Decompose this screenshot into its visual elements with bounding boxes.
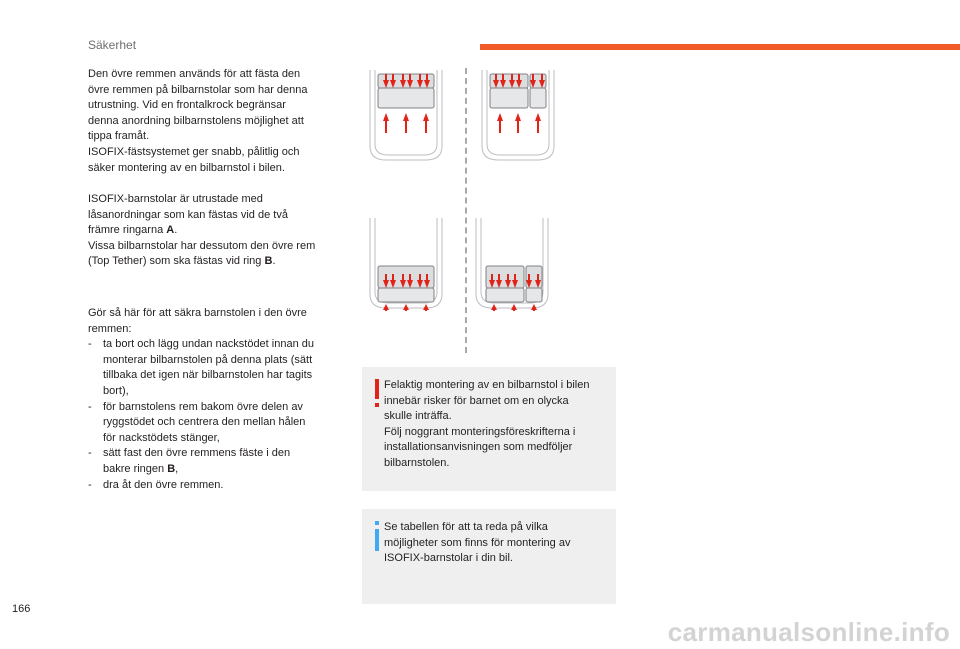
instructions <box>88 306 340 493</box>
text-fragment: främre ringarna <box>88 224 167 237</box>
text-line: möjligheter som finns för montering av <box>384 536 571 549</box>
text-line: övre remmen på bilbarnstolar som har denna <box>88 83 308 96</box>
text-line: Den övre remmen används för att fästa den <box>88 68 301 80</box>
text-line: ta bort och lägg undan nackstödet innan du <box>103 338 314 351</box>
seat-diagram-svg <box>478 68 558 163</box>
info-icon <box>370 521 384 551</box>
dash-bullet: - <box>88 447 92 460</box>
text-line: ISOFIX-fästsystemet ger snabb, pålitlig och <box>88 145 300 158</box>
text-line: för nackstödets stänger, <box>103 431 220 444</box>
text-line <box>88 254 340 270</box>
ring-b-label: B <box>167 462 176 475</box>
text-line: Se tabellen för att ta reda på vilka <box>384 521 548 533</box>
section-title: Säkerhet <box>88 38 137 52</box>
list-item <box>88 337 340 399</box>
ring-b-label: B <box>264 255 273 268</box>
dash-bullet: - <box>88 338 92 351</box>
info-text <box>384 520 609 567</box>
text-fragment: . <box>272 255 276 268</box>
instructions-intro: Gör så här för att säkra barnstolen i den övre <box>88 307 307 319</box>
seat-diagram-svg <box>366 68 446 163</box>
text-line: monterar bilbarnstolen på denna plats (sätt <box>103 353 313 366</box>
text-line: för barnstolens rem bakom övre delen av <box>103 400 303 413</box>
text-fragment: , <box>175 462 179 475</box>
text-line: skulle inträffa. <box>384 410 452 423</box>
text-line: bilbarnstolen. <box>384 456 450 469</box>
text-line: säker montering av en bilbarnstol i bilen. <box>88 161 285 174</box>
text-line: Vissa bilbarnstolar har dessutom den övre rem <box>88 239 316 252</box>
paragraph-top-tether <box>88 67 340 176</box>
seat-diagram-bench-row <box>366 68 446 163</box>
instructions-intro: remmen: <box>88 322 132 335</box>
text-line: denna anordning bilbarnstolens möjlighet att <box>88 114 304 127</box>
illustration-divider <box>465 68 467 353</box>
seat-diagram-bench-row-rear <box>366 216 446 311</box>
text-fragment: (Top Tether) som ska fästas vid ring <box>88 255 265 268</box>
text-line: ISOFIX-barnstolar i din bil. <box>384 552 513 565</box>
dash-bullet: - <box>88 478 92 491</box>
seat-diagram-svg <box>366 216 446 311</box>
header-accent-bar <box>480 44 960 50</box>
list-item <box>88 478 340 494</box>
text-line: ryggstödet och centrera den mellan hålen <box>103 416 306 429</box>
info-box <box>362 509 616 604</box>
text-line: tippa framåt. <box>88 130 150 143</box>
text-line: bort), <box>103 384 129 397</box>
list-item <box>88 446 340 477</box>
watermark: carmanualsonline.info <box>667 617 950 647</box>
warning-text <box>384 378 609 472</box>
ring-a-label: A <box>166 224 175 237</box>
paragraph-isofix-rings <box>88 192 340 270</box>
seat-diagram-split-row <box>478 68 558 163</box>
seat-diagram-split-row-rear <box>472 216 552 311</box>
warning-box <box>362 367 616 491</box>
text-line: ISOFIX-barnstolar är utrustade med <box>88 193 263 205</box>
list-item <box>88 400 340 447</box>
exclamation-icon <box>370 379 384 409</box>
text-line: Följ noggrant monteringsföreskrifterna i <box>384 425 576 438</box>
text-line: installationsanvisningen som medföljer <box>384 441 573 454</box>
dash-bullet: - <box>88 400 92 413</box>
text-line: innebär risker för barnet om en olycka <box>384 394 569 407</box>
text-fragment: bakre ringen <box>103 462 168 475</box>
seat-diagram-svg <box>472 216 552 311</box>
text-line: låsanordningar som kan fästas vid de två <box>88 208 288 221</box>
text-line <box>103 462 340 478</box>
instruction-list <box>88 337 340 493</box>
text-line <box>88 223 340 239</box>
text-line: Felaktig montering av en bilbarnstol i bilen <box>384 379 590 391</box>
text-line: utrustning. Vid en frontalkrock begränsar <box>88 99 286 112</box>
text-line: dra åt den övre remmen. <box>103 478 224 491</box>
text-line: tillbaka det igen när bilbarnstolen har tagits <box>103 369 313 382</box>
text-fragment: . <box>174 224 178 237</box>
text-line: sätt fast den övre remmens fäste i den <box>103 447 291 460</box>
page-number: 166 <box>12 603 31 615</box>
